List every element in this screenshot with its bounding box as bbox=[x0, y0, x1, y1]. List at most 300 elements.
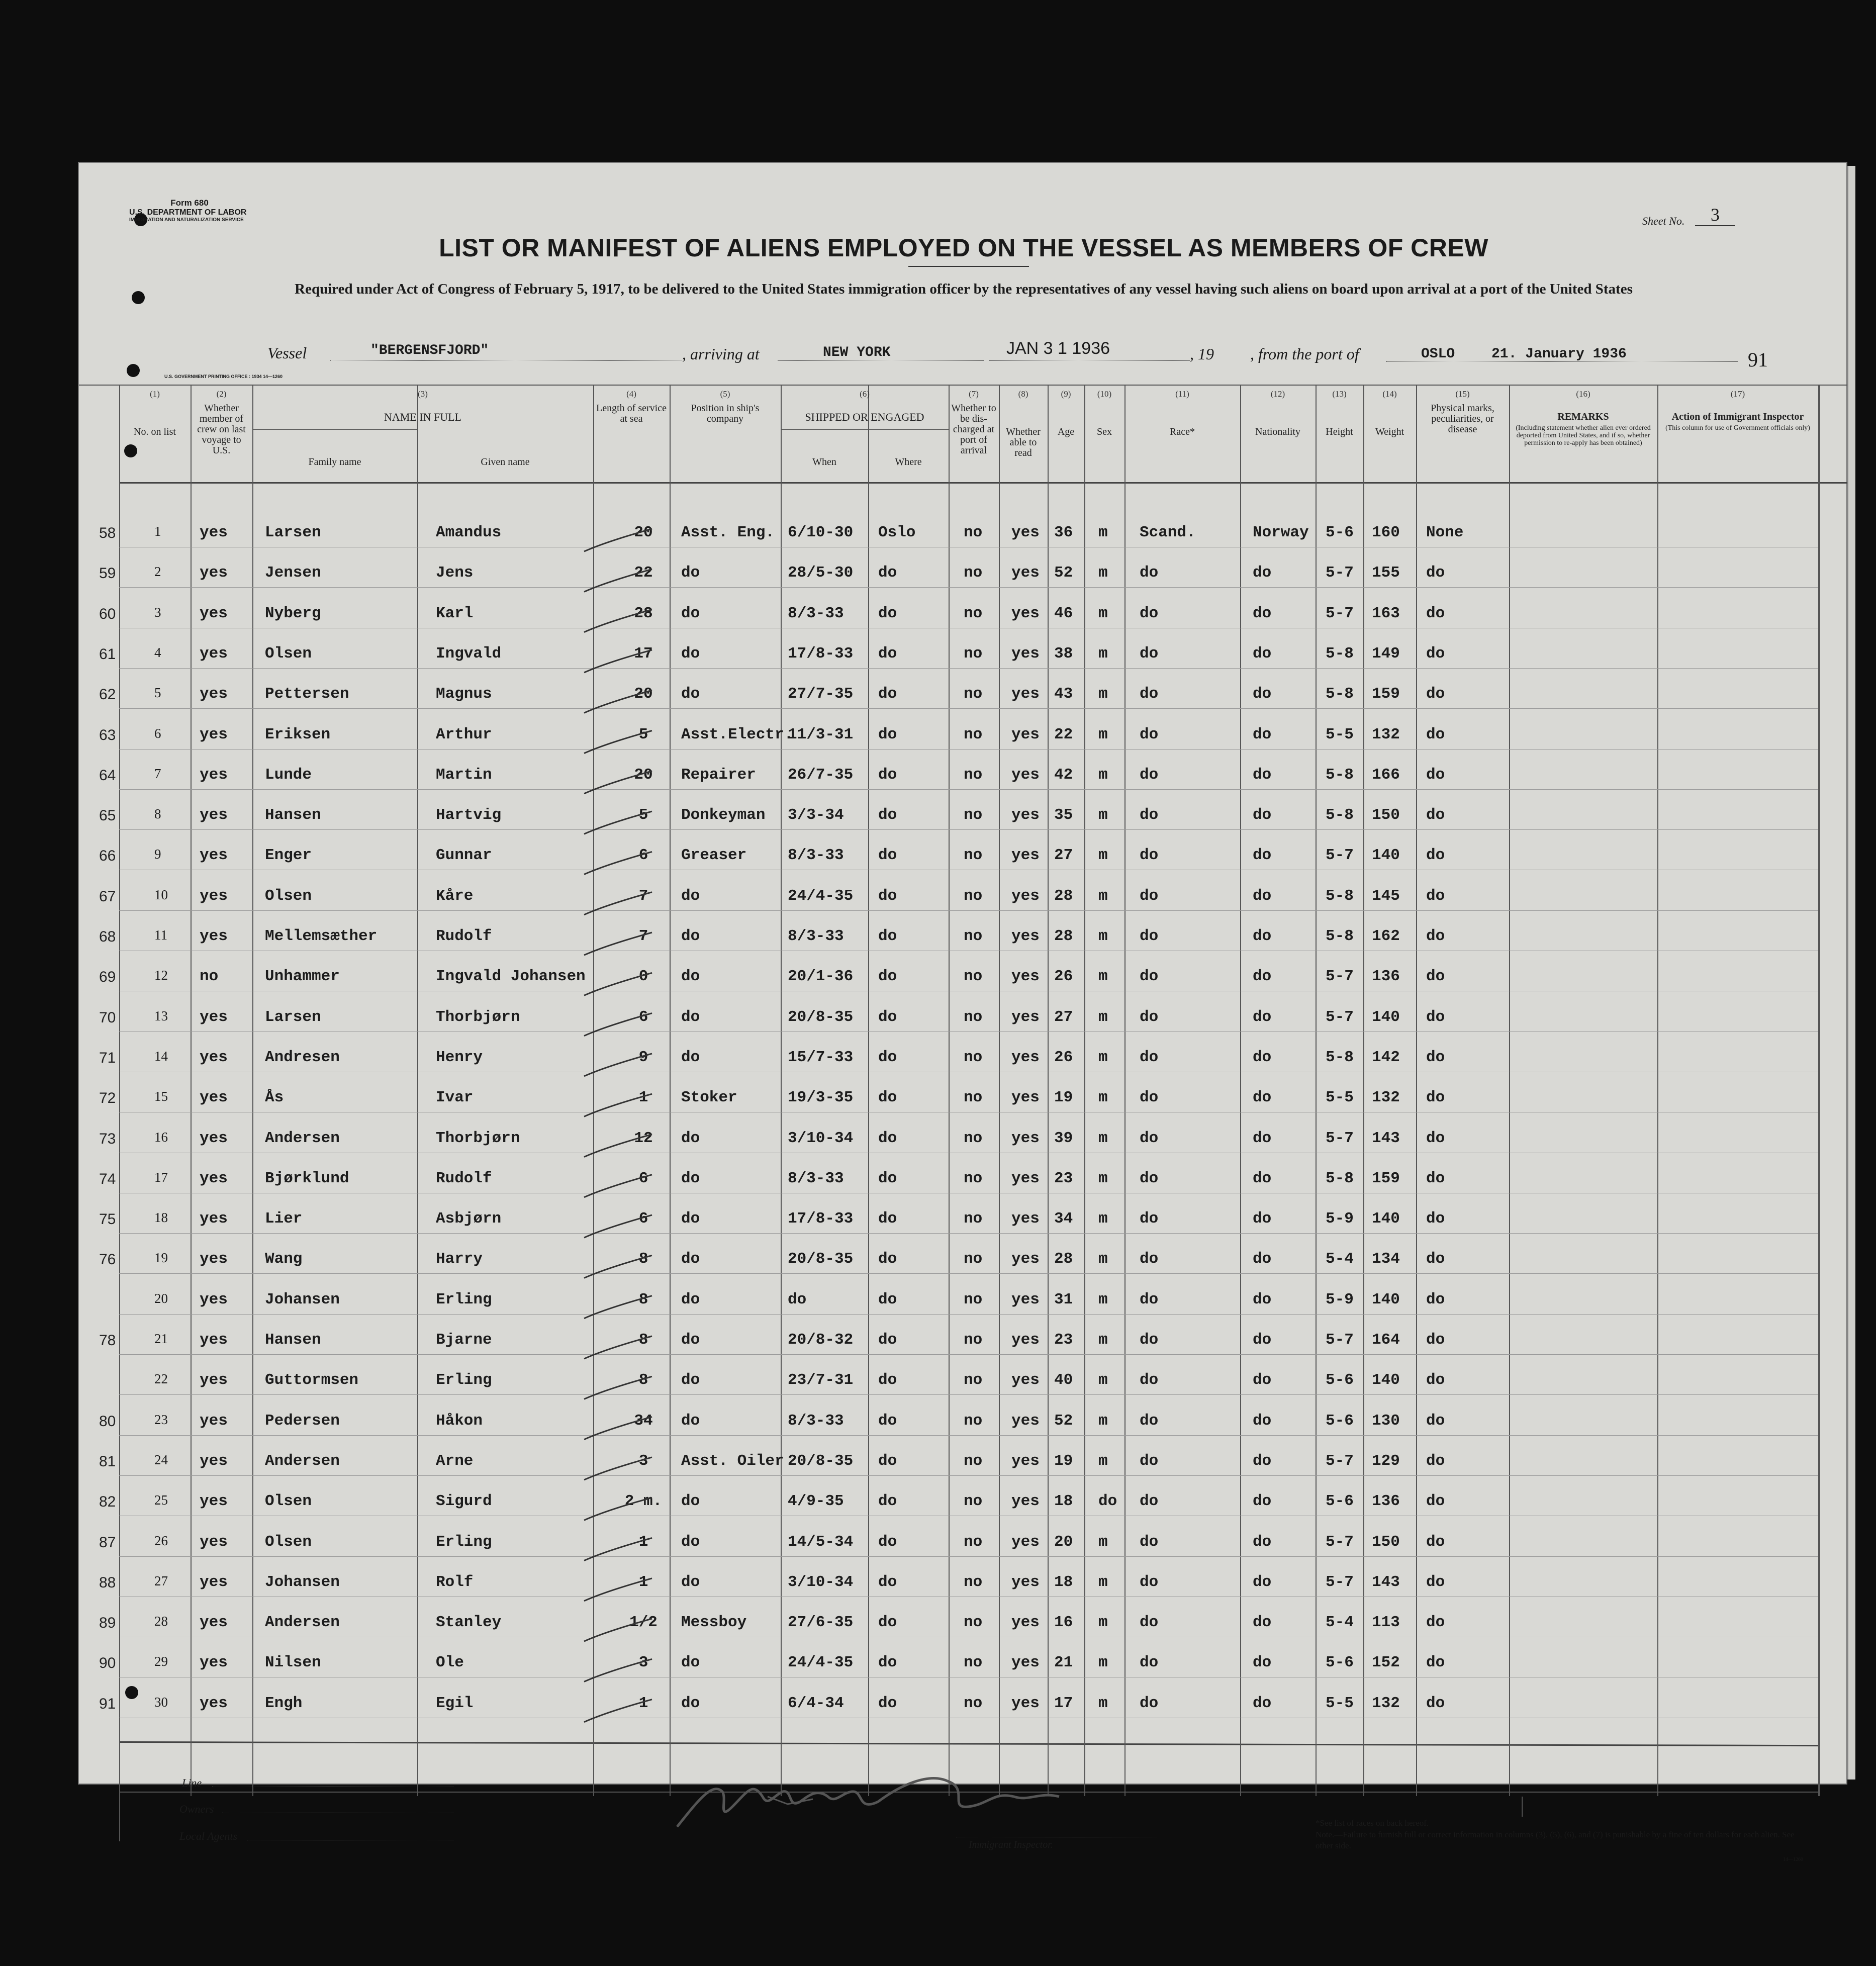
position: do bbox=[681, 644, 700, 663]
prior-voyage: no bbox=[200, 968, 219, 986]
column-subheader: Given name bbox=[481, 456, 530, 467]
given-name: Erling bbox=[436, 1290, 492, 1308]
column-number: (16) bbox=[1576, 389, 1590, 399]
physical-marks: do bbox=[1426, 968, 1445, 986]
nationality: do bbox=[1253, 685, 1272, 703]
tally-stroke bbox=[584, 1619, 652, 1641]
column-header: Whether to be dis-charged at port of arrival bbox=[951, 403, 996, 456]
able-to-read: yes bbox=[1011, 564, 1040, 582]
family-name: Nilsen bbox=[265, 1654, 321, 1672]
tally-stroke bbox=[584, 1700, 652, 1722]
weight: 149 bbox=[1372, 644, 1400, 663]
nationality: do bbox=[1253, 1654, 1272, 1672]
height: 5-5 bbox=[1326, 725, 1354, 743]
column-header: NAME IN FULL bbox=[384, 411, 461, 423]
discharged: no bbox=[964, 1210, 983, 1228]
physical-marks: do bbox=[1426, 1654, 1445, 1672]
service-length: 5 bbox=[638, 806, 648, 824]
prior-voyage: yes bbox=[200, 1412, 228, 1430]
position: do bbox=[681, 1290, 700, 1308]
weight: 132 bbox=[1372, 725, 1400, 743]
tally-stroke bbox=[584, 1457, 652, 1480]
weight: 132 bbox=[1372, 1694, 1400, 1712]
position: do bbox=[681, 927, 700, 945]
column-number: (6) bbox=[860, 389, 870, 399]
age: 28 bbox=[1054, 927, 1073, 945]
row-margin-number: 68 bbox=[99, 928, 116, 945]
physical-marks: do bbox=[1426, 1452, 1445, 1470]
service-length: 9 bbox=[638, 1048, 648, 1066]
race: do bbox=[1140, 1694, 1159, 1712]
line-label: Line bbox=[182, 1776, 202, 1789]
service-length: 8 bbox=[638, 1250, 648, 1268]
shipped-where: do bbox=[878, 1048, 897, 1066]
age: 23 bbox=[1054, 1331, 1073, 1349]
row-margin-number: 70 bbox=[99, 1009, 116, 1026]
weight: 136 bbox=[1372, 1492, 1400, 1511]
row-margin-number: 90 bbox=[99, 1655, 116, 1672]
weight: 142 bbox=[1372, 1048, 1400, 1066]
column-number: (13) bbox=[1332, 389, 1347, 399]
weight: 166 bbox=[1372, 766, 1400, 784]
sex: m bbox=[1098, 806, 1108, 824]
weight: 145 bbox=[1372, 887, 1400, 905]
sex: m bbox=[1098, 524, 1108, 541]
given-name: Ole bbox=[436, 1654, 464, 1672]
shipped-where: do bbox=[878, 1008, 897, 1026]
year-label: , 19 bbox=[1190, 345, 1214, 363]
row-margin-number: 69 bbox=[99, 969, 116, 986]
prior-voyage: yes bbox=[200, 1452, 228, 1470]
family-name: Mellemsæther bbox=[265, 927, 378, 945]
column-divider bbox=[868, 385, 869, 1796]
shipped-where: do bbox=[878, 1412, 897, 1430]
sex: m bbox=[1098, 1412, 1108, 1430]
age: 26 bbox=[1054, 968, 1073, 986]
age: 28 bbox=[1054, 1250, 1073, 1268]
given-name: Arthur bbox=[436, 725, 492, 743]
race: do bbox=[1140, 766, 1159, 784]
height: 5-5 bbox=[1326, 1089, 1354, 1107]
given-name: Amandus bbox=[436, 524, 502, 541]
row-number: 7 bbox=[154, 766, 161, 781]
family-name: Olsen bbox=[265, 887, 312, 905]
shipped-when: 4/9-35 bbox=[788, 1492, 844, 1511]
service-length: 1 bbox=[638, 1089, 648, 1107]
row-margin-number: 62 bbox=[99, 686, 116, 703]
family-name: Lier bbox=[265, 1210, 303, 1228]
physical-marks: do bbox=[1426, 1614, 1445, 1632]
nationality: do bbox=[1253, 806, 1272, 824]
age: 27 bbox=[1054, 1008, 1073, 1026]
given-name: Arne bbox=[436, 1452, 474, 1470]
row-margin-number: 89 bbox=[99, 1615, 116, 1632]
nationality: do bbox=[1253, 1129, 1272, 1147]
weight: 134 bbox=[1372, 1250, 1400, 1268]
given-name: Rudolf bbox=[436, 927, 492, 945]
weight: 130 bbox=[1372, 1412, 1400, 1430]
service-length: 8 bbox=[638, 1290, 648, 1308]
sex: m bbox=[1098, 1129, 1108, 1147]
given-name: Håkon bbox=[436, 1412, 483, 1430]
age: 17 bbox=[1054, 1694, 1073, 1712]
family-name: Jensen bbox=[265, 564, 321, 582]
physical-marks: do bbox=[1426, 1694, 1445, 1712]
race: do bbox=[1140, 1573, 1159, 1591]
weight: 159 bbox=[1372, 1169, 1400, 1187]
shipped-where: do bbox=[878, 887, 897, 905]
service-length: 8 bbox=[638, 1371, 648, 1389]
column-number: (11) bbox=[1175, 389, 1189, 399]
height: 5-7 bbox=[1326, 604, 1354, 622]
sex: m bbox=[1098, 927, 1108, 945]
column-header: Weight bbox=[1375, 426, 1404, 437]
position: Repairer bbox=[681, 766, 756, 784]
height: 5-9 bbox=[1326, 1290, 1354, 1308]
prior-voyage: yes bbox=[200, 1614, 228, 1632]
tally-stroke bbox=[584, 569, 652, 592]
row-number: 2 bbox=[154, 564, 161, 580]
row-number: 6 bbox=[154, 725, 161, 741]
prior-voyage: yes bbox=[200, 1694, 228, 1712]
nationality: do bbox=[1253, 1089, 1272, 1107]
column-header: Age bbox=[1057, 426, 1075, 437]
physical-marks: do bbox=[1426, 1169, 1445, 1187]
tally-stroke bbox=[584, 1497, 652, 1520]
family-name: Andersen bbox=[265, 1452, 340, 1470]
given-name: Ingvald bbox=[436, 644, 502, 663]
row-margin-number: 67 bbox=[99, 888, 116, 905]
able-to-read: yes bbox=[1011, 927, 1040, 945]
tally-stroke bbox=[584, 1215, 652, 1238]
shipped-when: 19/3-35 bbox=[788, 1089, 854, 1107]
shipped-when: 17/8-33 bbox=[788, 1210, 854, 1228]
row-number: 12 bbox=[154, 968, 168, 983]
column-header: Height bbox=[1326, 426, 1353, 437]
prior-voyage: yes bbox=[200, 1533, 228, 1551]
row-margin-number: 91 bbox=[99, 1695, 116, 1712]
age: 40 bbox=[1054, 1371, 1073, 1389]
position: do bbox=[681, 1250, 700, 1268]
race: do bbox=[1140, 1654, 1159, 1672]
row-number: 1 bbox=[154, 524, 161, 539]
discharged: no bbox=[964, 806, 983, 824]
race: do bbox=[1140, 968, 1159, 986]
discharged: no bbox=[964, 968, 983, 986]
discharged: no bbox=[964, 1089, 983, 1107]
row-number: 27 bbox=[154, 1573, 168, 1588]
weight: 150 bbox=[1372, 1533, 1400, 1551]
race: do bbox=[1140, 887, 1159, 905]
shipped-where: do bbox=[878, 1089, 897, 1107]
discharged: no bbox=[964, 564, 983, 582]
shipped-when: 15/7-33 bbox=[788, 1048, 854, 1066]
sex: m bbox=[1098, 1452, 1108, 1470]
nationality: do bbox=[1253, 1048, 1272, 1066]
race: do bbox=[1140, 1048, 1159, 1066]
inspector-signature bbox=[667, 1761, 1119, 1842]
sex: m bbox=[1098, 1371, 1108, 1389]
race: do bbox=[1140, 1331, 1159, 1349]
column-note: (This column for use of Government officials only) bbox=[1665, 424, 1810, 432]
shipped-where: do bbox=[878, 1331, 897, 1349]
height: 5-7 bbox=[1326, 1331, 1354, 1349]
row-margin-number: 80 bbox=[99, 1413, 116, 1430]
row-number: 23 bbox=[154, 1412, 168, 1427]
family-name: Johansen bbox=[265, 1573, 340, 1591]
ink-mark bbox=[1522, 1797, 1523, 1817]
nationality: do bbox=[1253, 644, 1272, 663]
family-name: Larsen bbox=[265, 524, 321, 541]
family-name: Andresen bbox=[265, 1048, 340, 1066]
age: 20 bbox=[1054, 1533, 1073, 1551]
height: 5-6 bbox=[1326, 1371, 1354, 1389]
tally-stroke bbox=[584, 1054, 652, 1076]
shipped-where: do bbox=[878, 1290, 897, 1308]
service-length: 6 bbox=[638, 1008, 648, 1026]
shipped-where: do bbox=[878, 968, 897, 986]
sex: m bbox=[1098, 1290, 1108, 1308]
position: do bbox=[681, 1694, 700, 1712]
family-name: Pedersen bbox=[265, 1412, 340, 1430]
row-margin-number: 75 bbox=[99, 1211, 116, 1228]
service-length: 8 bbox=[638, 1331, 648, 1349]
shipped-where: do bbox=[878, 927, 897, 945]
able-to-read: yes bbox=[1011, 1573, 1040, 1591]
physical-marks: do bbox=[1426, 1492, 1445, 1511]
column-divider bbox=[1316, 385, 1317, 1796]
nationality: do bbox=[1253, 887, 1272, 905]
column-divider bbox=[1509, 385, 1510, 1796]
height: 5-8 bbox=[1326, 887, 1354, 905]
row-margin-number: 59 bbox=[99, 565, 116, 582]
prior-voyage: yes bbox=[200, 1492, 228, 1511]
shipped-when: 26/7-35 bbox=[788, 766, 854, 784]
physical-marks: do bbox=[1426, 1533, 1445, 1551]
service-length: 0 bbox=[638, 968, 648, 986]
position: do bbox=[681, 887, 700, 905]
age: 22 bbox=[1054, 725, 1073, 743]
discharged: no bbox=[964, 1048, 983, 1066]
shipped-where: do bbox=[878, 806, 897, 824]
given-name: Ingvald Johansen bbox=[436, 968, 586, 986]
physical-marks: do bbox=[1426, 725, 1445, 743]
tally-stroke bbox=[584, 1538, 652, 1561]
height: 5-7 bbox=[1326, 1008, 1354, 1026]
able-to-read: yes bbox=[1011, 1694, 1040, 1712]
age: 34 bbox=[1054, 1210, 1073, 1228]
sheet-label: Sheet No. bbox=[1642, 215, 1685, 227]
tally-marks bbox=[79, 163, 682, 1721]
service-name: IMMIGRATION AND NATURALIZATION SERVICE bbox=[129, 217, 244, 223]
given-name: Rudolf bbox=[436, 1169, 492, 1187]
race-footnote: *See list of races on back hereof. bbox=[1316, 1818, 1429, 1828]
column-number: (2) bbox=[216, 389, 227, 399]
shipped-where: Oslo bbox=[878, 524, 916, 541]
height: 5-6 bbox=[1326, 1412, 1354, 1430]
row-number: 5 bbox=[154, 685, 161, 701]
column-number: (4) bbox=[626, 389, 636, 399]
service-length: 20 bbox=[634, 766, 653, 784]
height: 5-8 bbox=[1326, 927, 1354, 945]
shipped-when: 6/10-30 bbox=[788, 524, 854, 541]
physical-marks: None bbox=[1426, 524, 1464, 541]
physical-marks: do bbox=[1426, 766, 1445, 784]
nationality: do bbox=[1253, 766, 1272, 784]
weight: 160 bbox=[1372, 524, 1400, 541]
weight: 140 bbox=[1372, 1008, 1400, 1026]
form-code: 14—1260 bbox=[1783, 1857, 1803, 1862]
sex: m bbox=[1098, 1331, 1108, 1349]
physical-marks: do bbox=[1426, 1371, 1445, 1389]
discharged: no bbox=[964, 685, 983, 703]
age: 18 bbox=[1054, 1492, 1073, 1511]
tally-stroke bbox=[584, 771, 652, 794]
nationality: do bbox=[1253, 564, 1272, 582]
given-name: Thorbjørn bbox=[436, 1129, 520, 1147]
sex: m bbox=[1098, 968, 1108, 986]
weight: 113 bbox=[1372, 1614, 1400, 1632]
discharged: no bbox=[964, 1371, 983, 1389]
weight: 136 bbox=[1372, 968, 1400, 986]
prior-voyage: yes bbox=[200, 847, 228, 865]
discharged: no bbox=[964, 1533, 983, 1551]
prior-voyage: yes bbox=[200, 766, 228, 784]
race: do bbox=[1140, 1008, 1159, 1026]
column-divider bbox=[1240, 385, 1241, 1796]
able-to-read: yes bbox=[1011, 1210, 1040, 1228]
prior-voyage: yes bbox=[200, 1169, 228, 1187]
tally-stroke bbox=[584, 1175, 652, 1197]
row-margin-number: 72 bbox=[99, 1090, 116, 1107]
column-divider bbox=[1818, 385, 1819, 1796]
owners-label: Owners bbox=[179, 1803, 214, 1815]
height: 5-6 bbox=[1326, 1654, 1354, 1672]
column-number: (9) bbox=[1061, 389, 1071, 399]
given-name: Egil bbox=[436, 1694, 474, 1712]
position: Asst. Oiler bbox=[681, 1452, 784, 1470]
able-to-read: yes bbox=[1011, 725, 1040, 743]
shipped-where: do bbox=[878, 685, 897, 703]
date-rule bbox=[989, 360, 1190, 361]
height: 5-8 bbox=[1326, 685, 1354, 703]
column-header: REMARKS bbox=[1557, 411, 1609, 422]
given-name: Gunnar bbox=[436, 847, 492, 865]
weight: 162 bbox=[1372, 927, 1400, 945]
age: 19 bbox=[1054, 1089, 1073, 1107]
service-length: 6 bbox=[638, 1169, 648, 1187]
physical-marks: do bbox=[1426, 1290, 1445, 1308]
service-length: 3 bbox=[638, 1654, 648, 1672]
tally-stroke bbox=[584, 973, 652, 995]
shipped-when: 8/3-33 bbox=[788, 847, 844, 865]
prior-voyage: yes bbox=[200, 1290, 228, 1308]
column-number: (10) bbox=[1097, 389, 1112, 399]
physical-marks: do bbox=[1426, 1210, 1445, 1228]
shipped-when: 24/4-35 bbox=[788, 1654, 854, 1672]
nationality: do bbox=[1253, 1614, 1272, 1632]
row-number: 30 bbox=[154, 1694, 168, 1710]
age: 35 bbox=[1054, 806, 1073, 824]
position: do bbox=[681, 1129, 700, 1147]
position: do bbox=[681, 1371, 700, 1389]
physical-marks: do bbox=[1426, 847, 1445, 865]
document-title: LIST OR MANIFEST OF ALIENS EMPLOYED ON THE VESSEL AS MEMBERS OF CREW bbox=[439, 234, 1488, 262]
sex: m bbox=[1098, 1614, 1108, 1632]
prior-voyage: yes bbox=[200, 1371, 228, 1389]
race: do bbox=[1140, 1614, 1159, 1632]
sex: m bbox=[1098, 644, 1108, 663]
row-margin-number: 73 bbox=[99, 1130, 116, 1147]
position: do bbox=[681, 1210, 700, 1228]
discharged: no bbox=[964, 1412, 983, 1430]
height: 5-9 bbox=[1326, 1210, 1354, 1228]
given-name: Bjarne bbox=[436, 1331, 492, 1349]
shipped-when: 20/8-35 bbox=[788, 1452, 854, 1470]
printing-office: U.S. GOVERNMENT PRINTING OFFICE : 1934 14—1260 bbox=[164, 374, 283, 379]
able-to-read: yes bbox=[1011, 1533, 1040, 1551]
physical-marks: do bbox=[1426, 685, 1445, 703]
able-to-read: yes bbox=[1011, 1614, 1040, 1632]
age: 39 bbox=[1054, 1129, 1073, 1147]
column-header: Nationality bbox=[1255, 426, 1300, 437]
tally-stroke bbox=[584, 932, 652, 955]
service-length: 1 bbox=[638, 1694, 648, 1712]
height: 5-8 bbox=[1326, 1048, 1354, 1066]
height: 5-7 bbox=[1326, 847, 1354, 865]
tally-stroke bbox=[584, 1094, 652, 1116]
sheet-number: 3 bbox=[1695, 204, 1735, 226]
nationality: do bbox=[1253, 1492, 1272, 1511]
shipped-when: 8/3-33 bbox=[788, 1169, 844, 1187]
row-number: 25 bbox=[154, 1492, 168, 1508]
tally-stroke bbox=[584, 1659, 652, 1681]
given-name: Karl bbox=[436, 604, 474, 622]
family-name: Unhammer bbox=[265, 968, 340, 986]
prior-voyage: yes bbox=[200, 806, 228, 824]
physical-marks: do bbox=[1426, 1048, 1445, 1066]
shipped-when: 6/4-34 bbox=[788, 1694, 844, 1712]
service-length: 1 bbox=[638, 1533, 648, 1551]
discharged: no bbox=[964, 1654, 983, 1672]
row-number: 8 bbox=[154, 806, 161, 822]
row-number: 15 bbox=[154, 1089, 168, 1104]
nationality: do bbox=[1253, 1008, 1272, 1026]
service-length: 7 bbox=[638, 927, 648, 945]
race: do bbox=[1140, 685, 1159, 703]
row-margin-number: 66 bbox=[99, 848, 116, 865]
height: 5-7 bbox=[1326, 1129, 1354, 1147]
position: do bbox=[681, 1048, 700, 1066]
position: do bbox=[681, 685, 700, 703]
row-margin-number: 61 bbox=[99, 645, 116, 663]
shipped-when: 20/1-36 bbox=[788, 968, 854, 986]
height: 5-7 bbox=[1326, 968, 1354, 986]
position: do bbox=[681, 1008, 700, 1026]
able-to-read: yes bbox=[1011, 806, 1040, 824]
age: 21 bbox=[1054, 1654, 1073, 1672]
family-name: Ås bbox=[265, 1089, 284, 1107]
group-header-rule bbox=[781, 429, 949, 430]
race: do bbox=[1140, 1169, 1159, 1187]
given-name: Rolf bbox=[436, 1573, 474, 1591]
tally-stroke bbox=[584, 892, 652, 915]
shipped-where: do bbox=[878, 1533, 897, 1551]
column-header: Whether able to read bbox=[1006, 426, 1041, 458]
agents-label: Local Agents bbox=[179, 1830, 238, 1842]
nationality: do bbox=[1253, 847, 1272, 865]
age: 38 bbox=[1054, 644, 1073, 663]
